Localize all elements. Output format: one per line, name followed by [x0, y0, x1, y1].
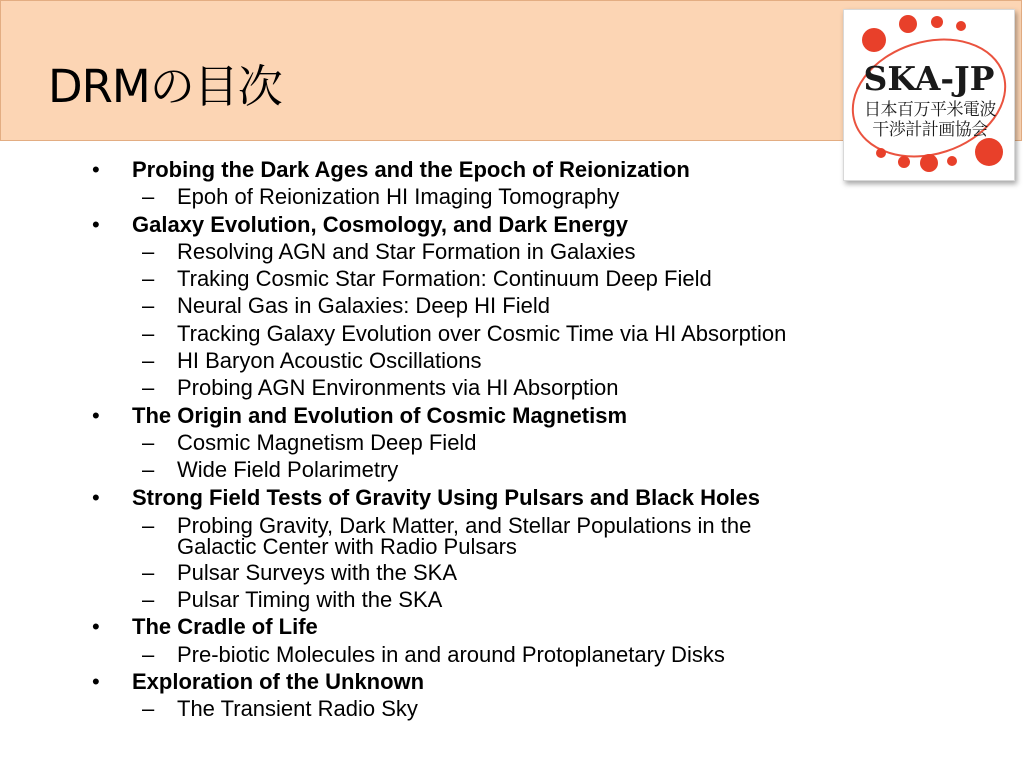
topic-label: Probing the Dark Ages and the Epoch of Reionization: [132, 157, 690, 182]
sub-item-label: Neural Gas in Galaxies: Deep HI Field: [177, 293, 550, 319]
sub-item: [90, 292, 910, 319]
topic-item: [90, 402, 910, 429]
dash-icon: –: [142, 429, 155, 455]
dash-icon: –: [142, 512, 155, 538]
sub-item-label: Traking Cosmic Star Formation: Continuum Deep Field: [177, 266, 712, 292]
topic-label: Strong Field Tests of Gravity Using Pulsars and Black Holes: [132, 484, 760, 510]
sub-item: [90, 586, 910, 613]
topic-item: [90, 613, 910, 640]
logo-subtitle-line1: 日本百万平米電波: [864, 100, 996, 120]
dash-icon: –: [142, 559, 155, 585]
outline-list: [90, 156, 910, 723]
sub-item-label: Cosmic Magnetism Deep Field: [177, 429, 477, 455]
topic-item: [90, 156, 910, 183]
dash-icon: –: [142, 238, 155, 264]
dash-icon: –: [142, 696, 155, 722]
topic-label: Exploration of the Unknown: [132, 669, 425, 695]
sub-item-label: Tracking Galaxy Evolution over Cosmic Time via HI Absorption: [177, 320, 787, 346]
sub-item-label: Resolving AGN and Star Formation in Galaxies: [177, 238, 636, 264]
sub-item: [90, 320, 910, 347]
sub-item-label: Wide Field Polarimetry: [177, 457, 399, 483]
dash-icon: –: [142, 293, 155, 319]
sub-item: [90, 347, 910, 374]
bullet-icon: •: [92, 211, 100, 237]
sub-item: [90, 559, 910, 586]
sub-item-label: Pulsar Surveys with the SKA: [177, 559, 458, 585]
sub-item-label: Probing Gravity, Dark Matter, and Stellar Populations in the Galactic Center with Radio Pulsars: [177, 512, 752, 559]
sub-item: [90, 511, 827, 559]
topic-item: [90, 211, 910, 238]
dash-icon: –: [142, 587, 155, 613]
topic-label: Galaxy Evolution, Cosmology, and Dark Energy: [132, 211, 628, 237]
bullet-icon: •: [92, 484, 100, 510]
dash-icon: –: [142, 320, 155, 346]
sub-item-label: Pulsar Timing with the SKA: [177, 587, 443, 613]
sub-item-label: The Transient Radio Sky: [177, 696, 418, 722]
sub-item: [90, 641, 910, 668]
bullet-icon: •: [92, 669, 100, 695]
logo-subtitle-line2: 干渉計計画協会: [872, 120, 988, 140]
bullet-icon: •: [92, 614, 100, 640]
dash-icon: –: [142, 266, 155, 292]
dash-icon: –: [142, 641, 155, 667]
topic-item: [90, 668, 910, 695]
sub-item: [90, 456, 910, 483]
topic-item: [90, 484, 910, 511]
sub-item-label: Probing AGN Environments via HI Absorption: [177, 375, 619, 401]
sub-item-label: HI Baryon Acoustic Oscillations: [177, 348, 482, 374]
dash-icon: –: [142, 375, 155, 401]
topic-label: The Cradle of Life: [132, 614, 318, 640]
bullet-icon: •: [92, 157, 100, 182]
dash-icon: –: [142, 457, 155, 483]
sub-item: [90, 695, 910, 722]
sub-item: [90, 429, 910, 456]
sub-item: [90, 265, 910, 292]
sub-item: [90, 238, 910, 265]
slide-title: DRMの目次: [48, 60, 282, 113]
bullet-icon: •: [92, 402, 100, 428]
dash-icon: –: [142, 348, 155, 374]
topic-label: The Origin and Evolution of Cosmic Magnetism: [132, 402, 628, 428]
sub-item-label: Pre-biotic Molecules in and around Protoplanetary Disks: [177, 641, 725, 667]
sub-item-label: Epoh of Reionization HI Imaging Tomography: [177, 184, 620, 210]
sub-item: [90, 183, 910, 210]
logo-wordmark: SKA-JP: [863, 59, 995, 98]
sub-item: [90, 374, 910, 401]
dash-icon: –: [142, 184, 155, 210]
